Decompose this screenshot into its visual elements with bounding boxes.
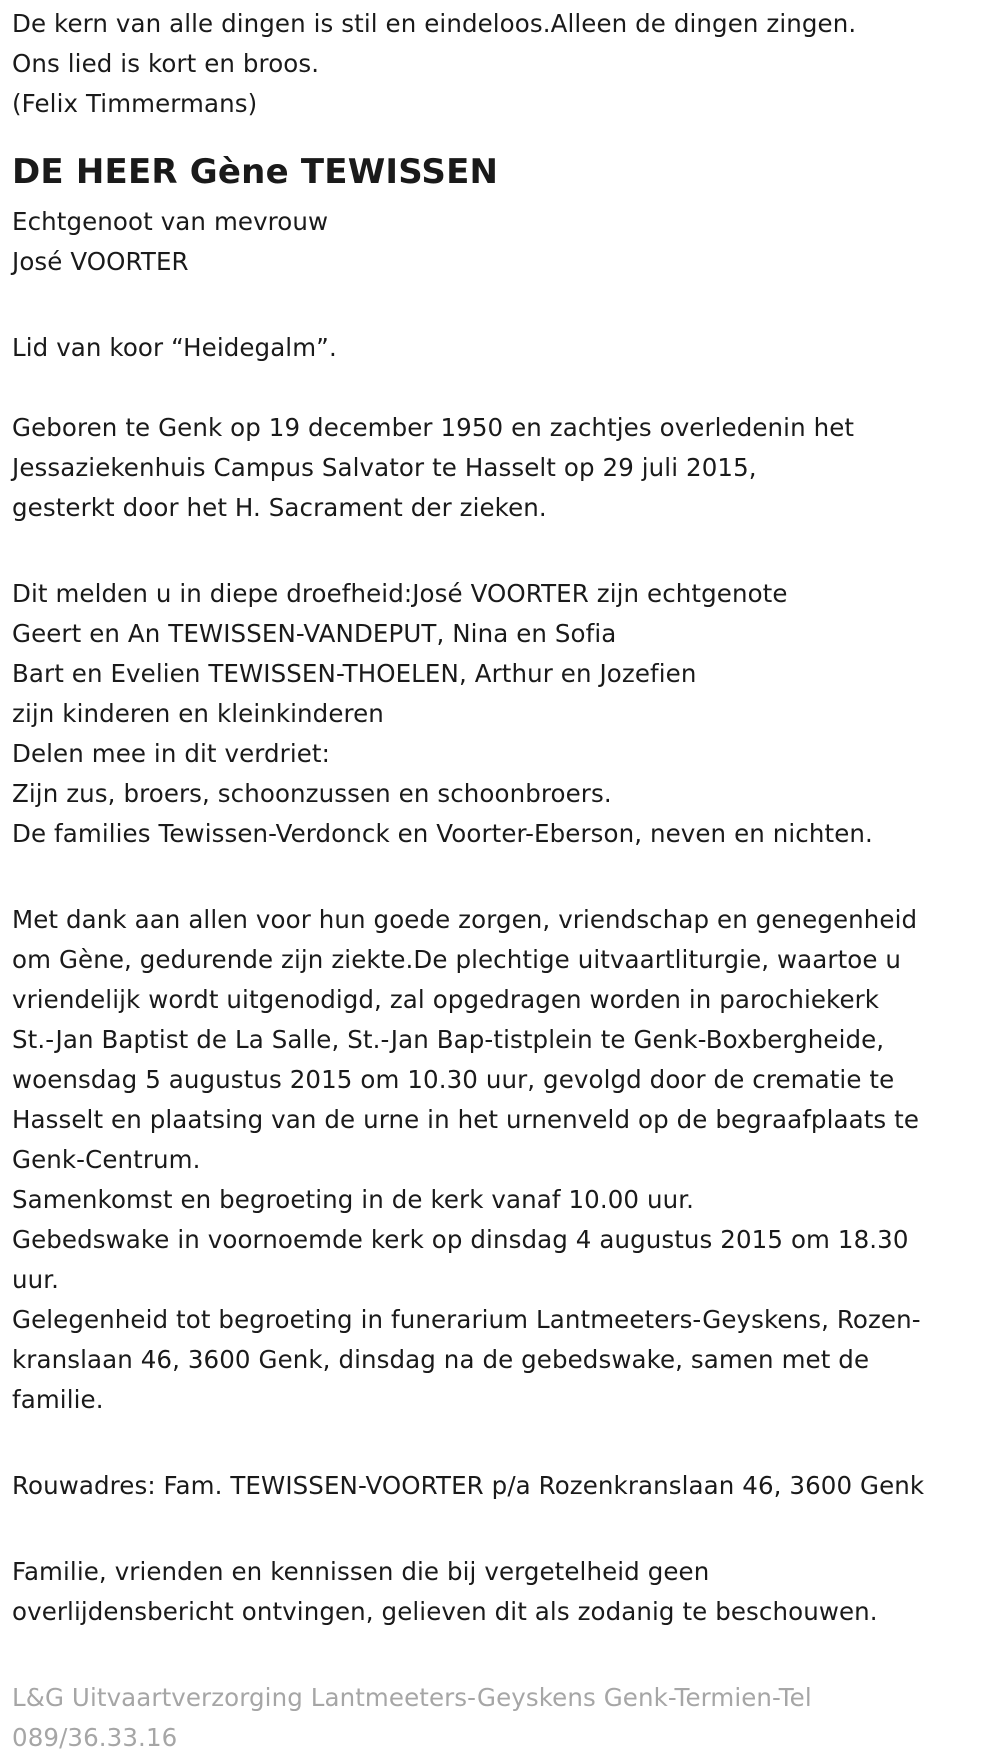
family-line: Bart en Evelien TEWISSEN-THOELEN, Arthur en Jozefien <box>12 659 697 688</box>
funeral-home-footer <box>12 1678 988 1758</box>
quote-line: De kern van alle dingen is stil en eindeloos.Alleen de dingen zingen. <box>12 9 857 38</box>
service-line: vriendelijk wordt uitgenodigd, zal opgedragen worden in parochiekerk <box>12 985 880 1014</box>
birth-death-line: Jessaziekenhuis Campus Salvator te Hasselt op 29 juli 2015, <box>12 453 757 482</box>
service-line: woensdag 5 augustus 2015 om 10.30 uur, gevolgd door de crematie te <box>12 1065 895 1094</box>
membership-line: Lid van koor “Heidegalm”. <box>12 333 337 362</box>
quote-line: Ons lied is kort en broos. <box>12 49 320 78</box>
spouse-name: José VOORTER <box>12 247 189 276</box>
birth-death-line: Geboren te Genk op 19 december 1950 en zachtjes overledenin het <box>12 413 855 442</box>
service-line: St.-Jan Baptist de La Salle, St.-Jan Bap-tistplein te Genk-Boxbergheide, <box>12 1025 885 1054</box>
family-line: De families Tewissen-Verdonck en Voorter-Eberson, neven en nichten. <box>12 819 873 848</box>
service-line: uur. <box>12 1265 60 1294</box>
service-line: Gebedswake in voornoemde kerk op dinsdag 4 augustus 2015 om 18.30 <box>12 1225 909 1254</box>
birth-death-block <box>12 408 988 528</box>
family-line: Dit melden u in diepe droefheid:José VOORTER zijn echtgenote <box>12 579 788 608</box>
service-line: kranslaan 46, 3600 Genk, dinsdag na de gebedswake, samen met de <box>12 1345 870 1374</box>
service-line: familie. <box>12 1385 104 1414</box>
family-line: Geert en An TEWISSEN-VANDEPUT, Nina en Sofia <box>12 619 617 648</box>
quote-author: (Felix Timmermans) <box>12 89 258 118</box>
opening-quote <box>12 0 988 124</box>
service-line: Gelegenheid tot begroeting in funerarium Lantmeeters-Geyskens, Rozen- <box>12 1305 921 1334</box>
family-line: Delen mee in dit verdriet: <box>12 739 330 768</box>
service-line: Samenkomst en begroeting in de kerk vanaf 10.00 uur. <box>12 1185 695 1214</box>
family-line: zijn kinderen en kleinkinderen <box>12 699 384 728</box>
service-line: om Gène, gedurende zijn ziekte.De plechtige uitvaartliturgie, waartoe u <box>12 945 902 974</box>
spouse-line: Echtgenoot van mevrouw <box>12 207 329 236</box>
service-block <box>12 900 988 1420</box>
mourning-address: Rouwadres: Fam. TEWISSEN-VOORTER p/a Rozenkranslaan 46, 3600 Genk <box>12 1471 925 1500</box>
birth-death-line: gesterkt door het H. Sacrament der zieken. <box>12 493 547 522</box>
footer-line: L&G Uitvaartverzorging Lantmeeters-Geyskens Genk-Termien-Tel <box>12 1683 812 1712</box>
family-block <box>12 574 988 854</box>
footer-phone: 089/36.33.16 <box>12 1723 178 1752</box>
spouse-block <box>12 202 988 282</box>
service-line: Genk-Centrum. <box>12 1145 201 1174</box>
family-line: Zijn zus, broers, schoonzussen en schoonbroers. <box>12 779 612 808</box>
notice-block <box>12 1552 988 1632</box>
service-line: Met dank aan allen voor hun goede zorgen, vriendschap en genegenheid <box>12 905 918 934</box>
service-line: Hasselt en plaatsing van de urne in het urnenveld op de begraafplaats te <box>12 1105 920 1134</box>
notice-line: overlijdensbericht ontvingen, gelieven dit als zodanig te beschouwen. <box>12 1597 878 1626</box>
notice-line: Familie, vrienden en kennissen die bij vergetelheid geen <box>12 1557 710 1586</box>
deceased-name: DE HEER Gène TEWISSEN <box>12 152 499 192</box>
